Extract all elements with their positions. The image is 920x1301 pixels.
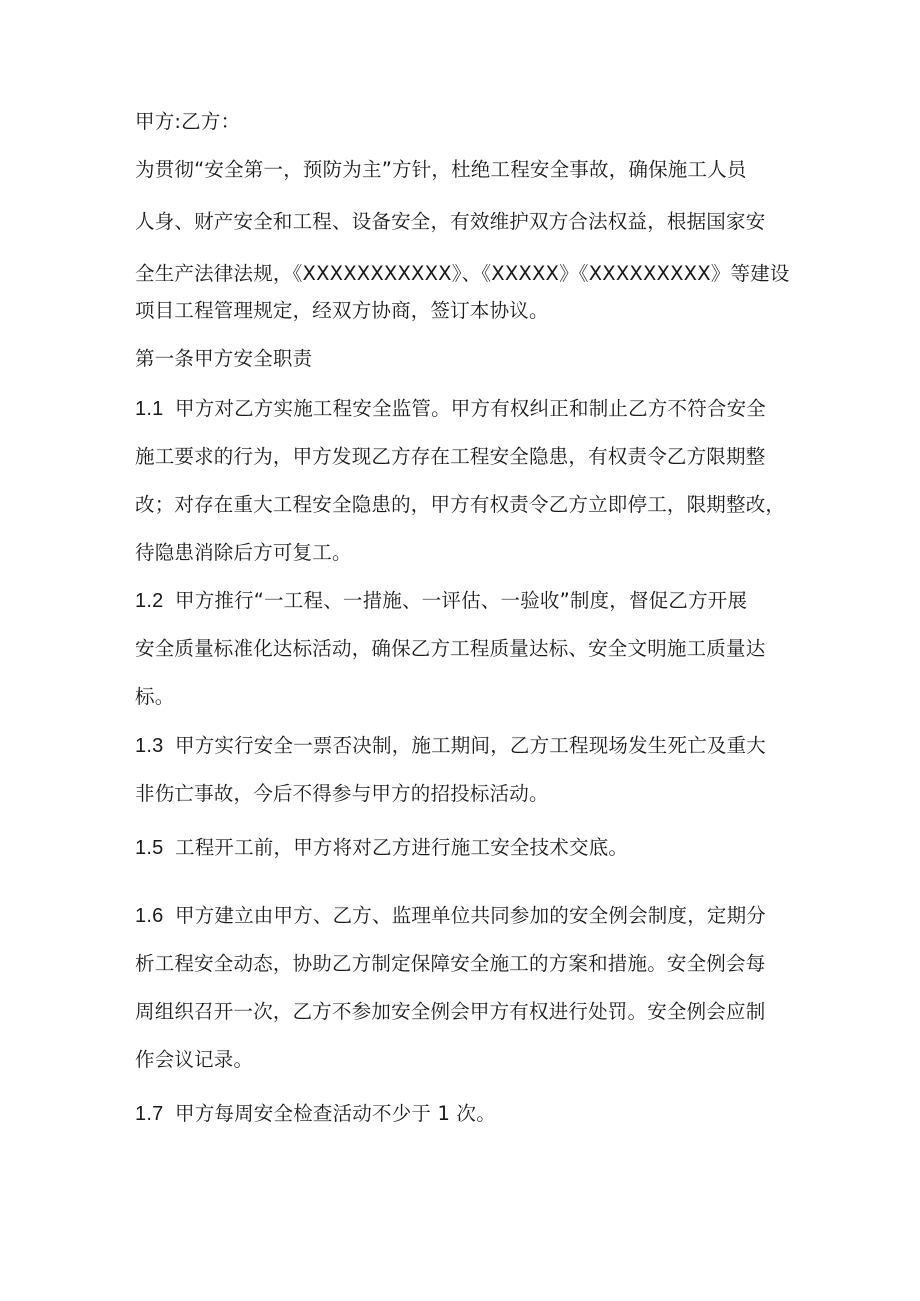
clause-line: 安全质量标准化达标活动，确保乙方工程质量达标、安全文明施工质量达: [135, 637, 766, 660]
clause-number: 1.3: [135, 735, 164, 757]
clause-line: 甲方建立由甲方、乙方、监理单位共同参加的安全例会制度，定期分: [175, 904, 767, 927]
clause-line: 甲方推行“一工程、一措施、一评估、一验收”制度，督促乙方开展: [175, 589, 748, 612]
clause-line: 作会议记录。: [135, 1048, 254, 1071]
clause-line: 甲方对乙方实施工程安全监管。甲方有权纠正和制止乙方不符合安全: [175, 397, 767, 420]
clause-line: 改；对存在重大工程安全隐患的，甲方有权责令乙方立即停工，限期整改，: [135, 493, 786, 516]
parties-line: 甲方:乙方：: [135, 110, 241, 133]
clause-line: 析工程安全动态，协助乙方制定保障安全施工的方案和措施。安全例会每: [135, 952, 766, 975]
preamble-line: 人身、财产安全和工程、设备安全，有效维护双方合法权益，根据国家安: [135, 210, 766, 233]
preamble-line: 全生产法律法规，《XXXXXXXXXXX》、《XXXXX》《XXXXXXXXX》等建设: [135, 262, 790, 285]
clause-line: 甲方每周安全检查活动不少于 1 次。: [175, 1102, 496, 1125]
clause-line: 工程开工前，甲方将对乙方进行施工安全技术交底。: [175, 836, 629, 859]
clause-line: 非伤亡事故，今后不得参与甲方的招投标活动。: [135, 782, 549, 805]
clause-number: 1.7: [135, 1103, 164, 1125]
clause-line: 甲方实行安全一票否决制，施工期间，乙方工程现场发生死亡及重大: [175, 734, 767, 757]
clause-number: 1.2: [135, 590, 164, 612]
clause-line: 施工要求的行为，甲方发现乙方存在工程安全隐患，有权责令乙方限期整: [135, 445, 766, 468]
clause-line: 周组织召开一次，乙方不参加安全例会甲方有权进行处罚。安全例会应制: [135, 1000, 766, 1023]
clause-line: 标。: [135, 685, 175, 708]
preamble-line: 项目工程管理规定，经双方协商，签订本协议。: [135, 299, 549, 322]
clause-line: 待隐患消除后方可复工。: [135, 541, 352, 564]
clause-number: 1.6: [135, 905, 164, 927]
clause-number: 1.5: [135, 837, 164, 859]
preamble-line: 为贯彻“安全第一，预防为主”方针，杜绝工程安全事故，确保施工人员: [135, 158, 747, 181]
article-title: 第一条甲方安全职责: [135, 347, 313, 370]
clause-number: 1.1: [135, 398, 164, 420]
